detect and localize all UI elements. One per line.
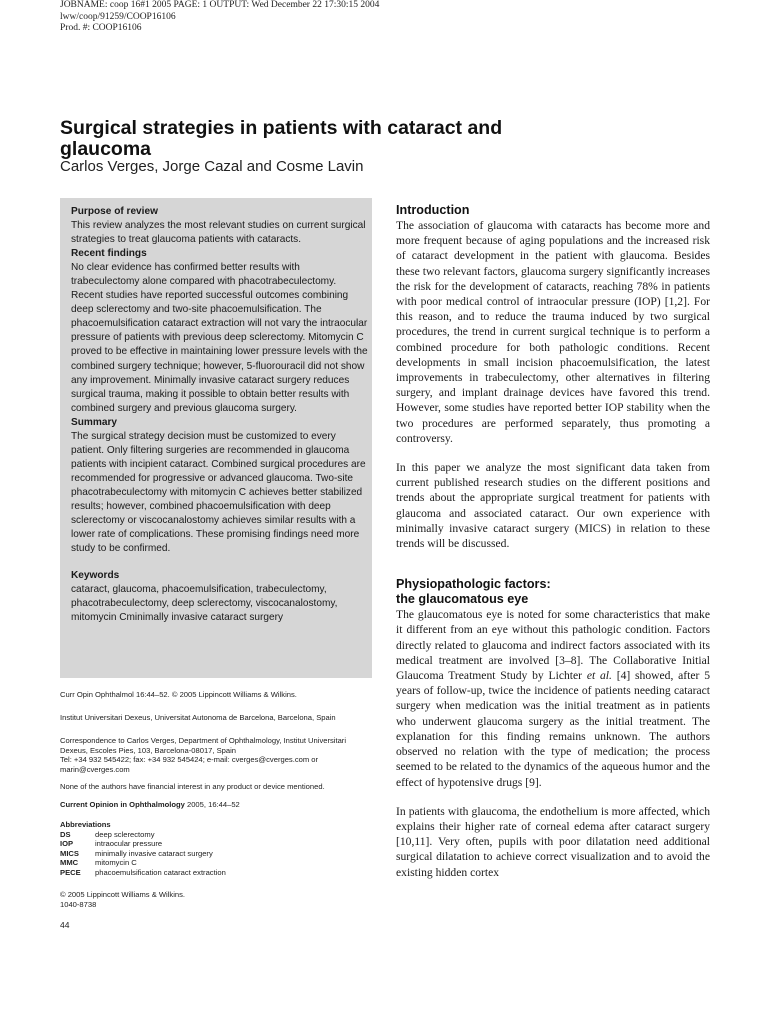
abbreviation-term: DS <box>60 829 71 839</box>
abbreviation-definition: minimally invasive cataract surgery <box>95 848 213 858</box>
abstract-content <box>71 205 368 625</box>
paragraph-spacer <box>396 446 710 460</box>
paragraph-spacer <box>396 790 710 804</box>
abbreviation-term: PECE <box>60 867 81 877</box>
issn-text: 1040-8738 <box>60 899 97 909</box>
disclosure-text: None of the authors have financial interest in any product or device mentioned. <box>60 782 325 791</box>
abbreviations-table <box>60 830 226 878</box>
abbreviation-definition: intraocular pressure <box>95 839 163 849</box>
affiliation <box>60 713 372 723</box>
job-header-line: Prod. #: COOP16106 <box>60 23 142 33</box>
job-header <box>60 0 379 35</box>
abbreviation-term: MICS <box>60 848 79 858</box>
abbreviation-row <box>60 858 226 868</box>
introduction-paragraph: In this paper we analyze the most significant data taken from current published research studies on the different positions and trends about the appropriate surgical treatment for patients with glaucoma and associated cataract. Our own experience with minimally invasive cataract surgery (MICS) in relation to these trends will be discussed. <box>396 461 710 551</box>
introduction-heading: Introduction <box>396 203 470 217</box>
summary-heading: Summary <box>71 416 118 428</box>
keywords-text: cataract, glaucoma, phacoemulsification, trabeculectomy, phacotrabeculectomy, deep sclerectomy, viscocanalostomy, mitomycin Cminimally invasive cataract surgery <box>71 584 338 624</box>
summary-text: The surgical strategy decision must be customized to every patient. Only filtering surgeries are recommended in glaucoma patients with incipient cataract. Combined surgical procedures are recommended for progressive or advanced glaucoma. Two-site phacotrabeculectomy with mitomycin C achieves better stabilized results; however, combined phacoemulsification with deep sclerectomy or viscocanalostomy achieves similar results with a lower rate of complications. These promising findings need more study to be confirmed. <box>71 430 366 555</box>
physiopathologic-heading <box>396 577 710 607</box>
job-header-line: lww/coop/91259/COOP16106 <box>60 11 176 22</box>
abbreviation-definition: mitomycin C <box>95 858 137 868</box>
paragraph-text: The glaucomatous eye is noted for some characteristics that make it different from an eye without this pathologic condition. Factors directly related to glaucoma and indirect factors associated with its medical treatment are involved [3–8]. The Collaborative Initial Glaucoma Treatment Study by Lichter <box>396 608 710 683</box>
abbreviation-term: IOP <box>60 839 74 849</box>
physiopathologic-heading-line2: the glaucomatous eye <box>396 592 529 607</box>
abbreviation-definition: phacoemulsification cataract extraction <box>95 867 226 877</box>
contact-text: Tel: +34 932 545422; fax: +34 932 545424; e-mail: cverges@cverges.com or marin@cverges.com <box>60 755 319 774</box>
article-authors: Carlos Verges, Jorge Cazal and Cosme Lavin <box>60 158 364 175</box>
keywords-heading: Keywords <box>71 570 120 582</box>
body-column <box>396 203 710 880</box>
findings-text: No clear evidence has confirmed better results with trabeculectomy alone compared with phacotrabeculectomy. Recent studies have reported successful outcomes combining deep sclerectomy and two-site phacoemulsification. The phacoemulsification cataract extraction will not vary the intraocular pressure of patients with previous deep sclerectomy. Mitomycin C proved to be effective in maintaining lower pressure levels with the combined surgery technique; however, 5-fluorouracil did not show any improvement. Minimally invasive cataract surgery reduces surgical trauma, making it possible to obtain better results with combined surgery and previous glaucoma surgery. <box>71 262 368 414</box>
physiopathologic-heading-line1: Physiopathologic factors: <box>396 577 551 592</box>
introduction-paragraph: The association of glaucoma with cataracts has become more and more frequent because of aging populations and the increased risk of cataract development in the patient with glaucoma. Besides these two relevant factors, glaucoma surgery significantly increases the risk for the development of cataracts, reaching 78% in patients with poor medical control of intraocular pressure (IOP) [1,2]. For this reason, and to reduce the trauma induced by two surgical procedures, the trend in current surgical technique is to perform a combined procedure for both pathologic conditions. Recent developments in small incision phacoemulsification, the latest improvements in trabeculectomy, other alternatives in filtering surgery, and implant drainage devices have favored this trend. However, some studies have reported better IOP stability when the two procedures are performed separately, thus promoting a controversy. <box>396 219 710 445</box>
abbreviation-row <box>60 830 226 840</box>
citation <box>60 690 372 700</box>
abbreviations <box>60 820 372 878</box>
physiopathologic-paragraph: In patients with glaucoma, the endothelium is more affected, which explains their higher rate of corneal edema after cataract surgery [10,11]. Very often, pupils with poor dilatation need additional surgical dilatation to achieve correct visualization and to avoid the existing hidden cortex <box>396 804 710 879</box>
et-al-italic: et al. <box>586 669 612 683</box>
citation-text: Curr Opin Ophthalmol 16:44–52. © 2005 Lippincott Williams & Wilkins. <box>60 690 297 699</box>
job-header-line: JOBNAME: coop 16#1 2005 PAGE: 1 OUTPUT: Wed December 22 17:30:15 2004 <box>60 0 380 10</box>
disclosure <box>60 782 372 792</box>
copyright-text: © 2005 Lippincott Williams & Wilkins. <box>60 890 186 899</box>
copyright-block <box>60 890 372 909</box>
purpose-heading: Purpose of review <box>71 206 158 217</box>
findings-heading: Recent findings <box>71 248 147 260</box>
abstract-box <box>60 198 372 678</box>
page-number: 44 <box>60 920 70 930</box>
abbreviation-row <box>60 849 226 859</box>
abstract-spacer <box>71 556 368 569</box>
journal-line <box>60 800 372 810</box>
journal-name: Current Opinion in Ophthalmology <box>60 800 185 809</box>
physiopathologic-paragraph <box>396 607 710 789</box>
paragraph-text: [4] showed, after 5 years of follow-up, twice the incidence of patients needing cataract surgery when medication was the initial treatment as in patients who underwent glaucoma surgery as the initial treatment. The explanation for this finding remains unknown. The authors observed no relation with the type of medication; the process seemed to be related to the dynamics of the aqueous humor and the effect of hypotensive drugs [9]. <box>396 669 710 789</box>
abbreviations-heading: Abbreviations <box>60 820 111 829</box>
correspondence <box>60 736 372 774</box>
affiliation-text: Institut Universitari Dexeus, Universitat Autonoma de Barcelona, Barcelona, Spain <box>60 713 336 722</box>
abbreviation-definition: deep sclerectomy <box>95 829 155 839</box>
abbreviation-row <box>60 839 226 849</box>
abbreviation-row <box>60 868 226 878</box>
journal-issue: 2005, 16:44–52 <box>184 800 240 809</box>
purpose-text: This review analyzes the most relevant studies on current surgical strategies to treat glaucoma patients with cataracts. <box>71 220 366 246</box>
correspondence-text: Correspondence to Carlos Verges, Department of Ophthalmology, Institut Universitari Dexeus, Escoles Pies, 103, Barcelona-08017, Spain <box>60 736 347 755</box>
section-spacer <box>396 551 710 577</box>
article-title: Surgical strategies in patients with cataract and glaucoma <box>60 117 503 160</box>
abbreviation-term: MMC <box>60 858 79 868</box>
